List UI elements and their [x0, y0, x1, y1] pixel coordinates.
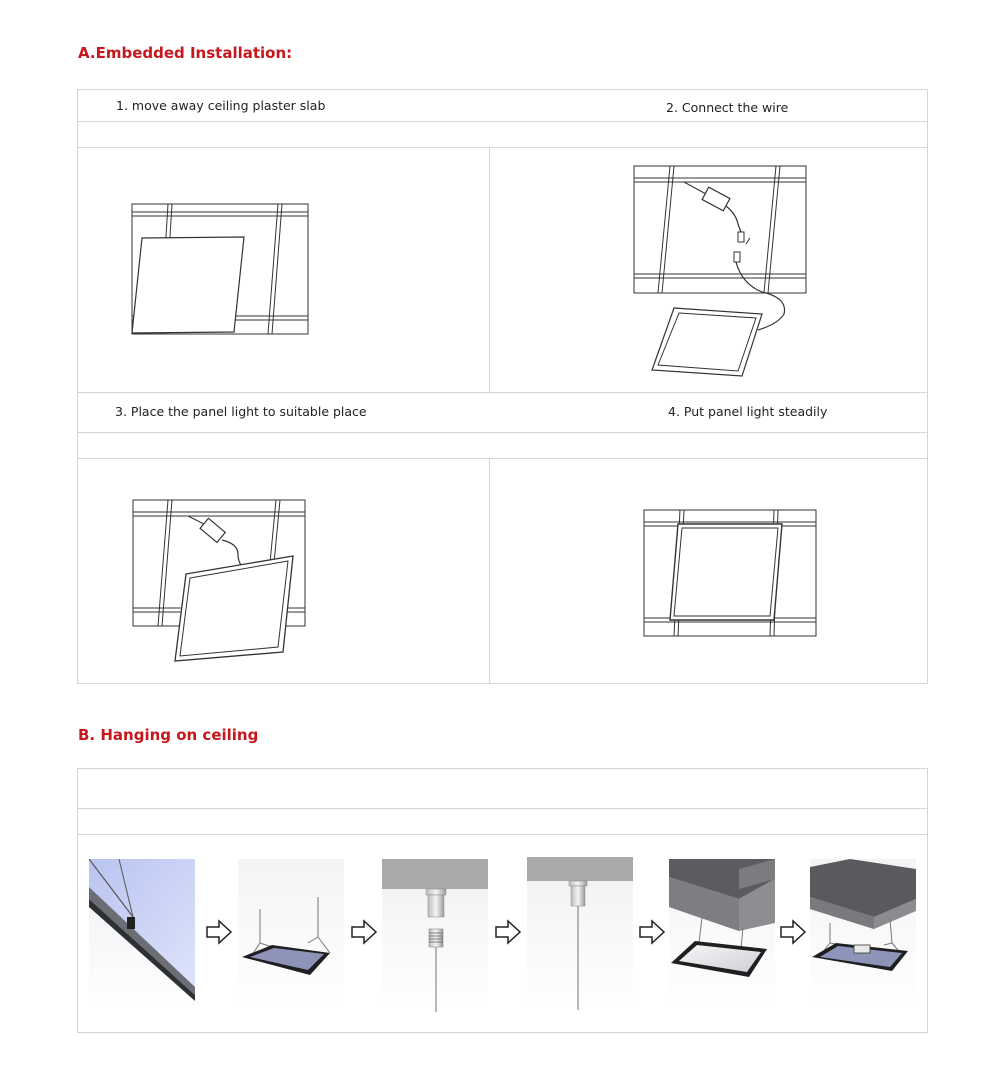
row-divider	[78, 392, 927, 393]
row-divider	[78, 432, 927, 433]
step-4-label: 4. Put panel light steadily	[668, 404, 828, 419]
section-b-title: B. Hanging on ceiling	[78, 726, 259, 744]
step-3-label: 3. Place the panel light to suitable place	[115, 404, 367, 419]
hanging-step-5-image	[669, 859, 775, 1012]
hanging-installation-table	[77, 768, 928, 1033]
place-panel-illustration	[130, 498, 310, 664]
section-a-title: A.Embedded Installation:	[78, 44, 293, 62]
row-divider	[78, 834, 927, 835]
row-divider	[78, 147, 927, 148]
step-1-label: 1. move away ceiling plaster slab	[116, 98, 326, 113]
right-arrow-icon	[638, 919, 666, 945]
hanging-step-4-image	[527, 857, 633, 1010]
row-divider	[78, 121, 927, 122]
right-arrow-icon	[205, 919, 233, 945]
row-divider	[78, 808, 927, 809]
connect-wire-illustration	[632, 164, 810, 380]
right-arrow-icon	[779, 919, 807, 945]
hanging-step-1-image	[89, 859, 195, 1012]
right-arrow-icon	[494, 919, 522, 945]
ceiling-grid-with-tilted-slab-illustration	[130, 202, 312, 338]
hanging-step-6-image	[810, 859, 916, 1012]
right-arrow-icon	[350, 919, 378, 945]
step-2-label: 2. Connect the wire	[666, 100, 789, 115]
hanging-step-2-image	[238, 859, 344, 1012]
column-divider	[489, 458, 490, 684]
row-divider	[78, 458, 927, 459]
column-divider	[489, 147, 490, 392]
hanging-step-3-image	[382, 859, 488, 1012]
panel-installed-illustration	[642, 508, 820, 638]
